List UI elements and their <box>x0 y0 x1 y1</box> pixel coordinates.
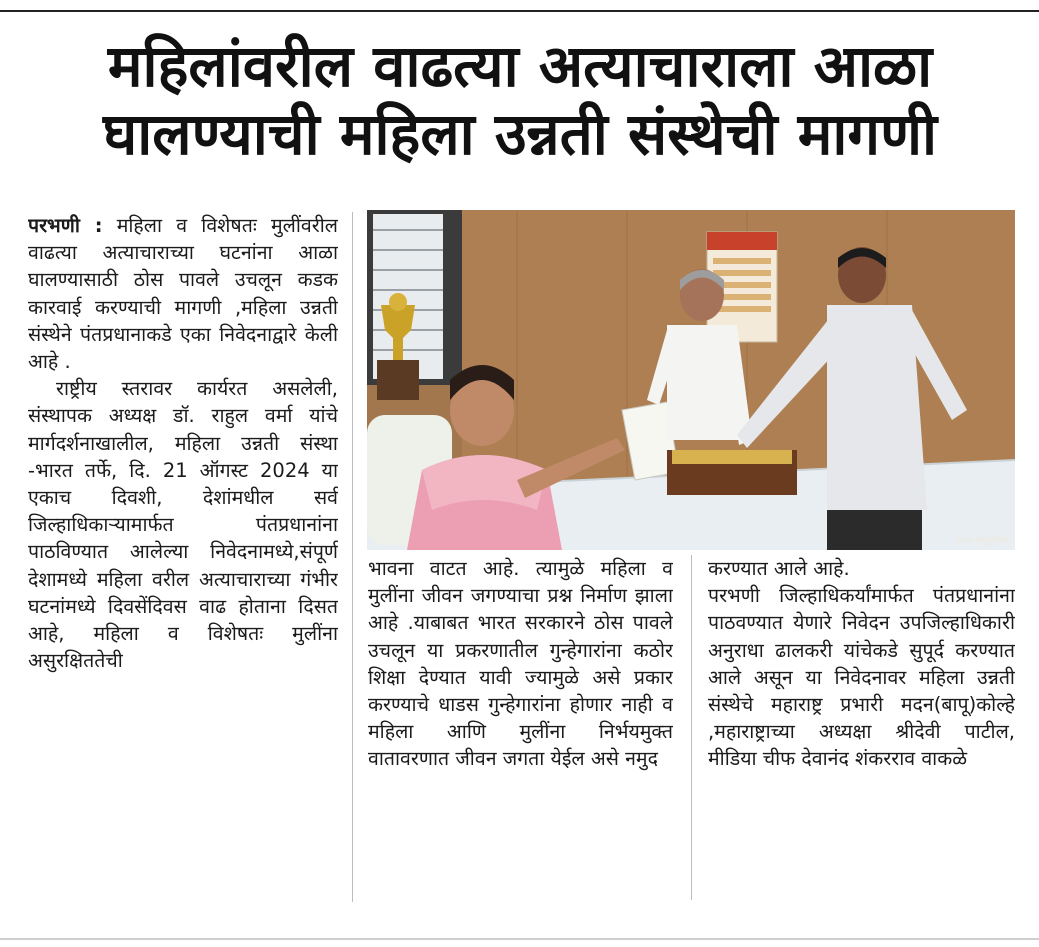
headline <box>20 32 1020 168</box>
article-column-right <box>708 555 1015 900</box>
dateline: परभणी : <box>28 214 103 237</box>
article-column-middle <box>368 555 673 900</box>
headline-line-1: महिलांवरील वाढत्या अत्याचाराला आळा <box>107 32 933 100</box>
article-lead-text: महिला व विशेषतः मुलींवरील वाढत्या अत्याचाराच्या घटनांना आळा घालण्यासाठी ठोस पावले उचलून कडक कारवाई करण्याची मागणी ,महिला उन्नती संस्थेने पंतप्रधानाकडे एका निवेदनाद्वारे केली आहे . <box>28 214 338 374</box>
article-paragraph-2: राष्ट्रीय स्तरावर कार्यरत असलेली, संस्थापक अध्यक्ष डॉ. राहुल वर्मा यांचे मार्गदर्शनाखालील, महिला उन्नती संस्था -भारत तर्फे, दि. 21 ऑगस्ट 2024 या एकाच दिवशी, देशांमधील सर्व जिल्हाधिकाऱ्यामार्फत पंतप्रधानांना पाठविण्यात आलेल्या निवेदनामध्ये,संपूर्ण देशामध्ये महिला वरील अत्याचाराच्या गंभीर घटनांमध्ये दिवसेंदिवस वाढ होताना दिसत आहे, महिला व विशेषतः मुलींना असुरक्षिततेची <box>28 377 338 673</box>
page-bottom-border <box>0 938 1039 940</box>
column-divider <box>352 212 353 902</box>
column-divider <box>691 555 692 900</box>
photo-credit: उत्तम बोरसुरीकर <box>955 536 1009 546</box>
article-column-left <box>28 212 338 912</box>
photo-illustration <box>367 210 1015 550</box>
page-top-border <box>0 0 1039 12</box>
news-photo <box>367 210 1015 550</box>
headline-line-2: घालण्याची महिला उन्नती संस्थेची मागणी <box>102 100 938 168</box>
article-paragraph-3: भावना वाटत आहे. त्यामुळे महिला व मुलींना जीवन जगण्याचा प्रश्न निर्माण झाला आहे .याबाबत भारत सरकारने ठोस पावले उचलून या प्रकरणातील गुन्हेगारांना कठोर शिक्षा देण्यात यावी ज्यामुळे असे प्रकार करण्याचे धाडस गुन्हेगारांना होणार नाही व महिला आणि मुलींना निर्भयमुक्त वातावरणात जीवन जगता येईल असे नमुद <box>368 557 673 771</box>
article-paragraph-1 <box>28 212 338 375</box>
article-paragraph-4: करण्यात आले आहे. <box>708 557 850 580</box>
article-paragraph-5: परभणी जिल्हाधिकर्यांमार्फत पंतप्रधानांना पाठवण्यात येणारे निवेदन उपजिल्हाधिकारी अनुराधा ढालकरी यांचेकडे सुपूर्द करण्यात आले असून या निवेदनावर महिला उन्नती संस्थेचे महाराष्ट्र प्रभारी मदन(बापू)कोल्हे ,महाराष्ट्राच्या अध्यक्षा श्रीदेवी पाटील, मीडिया चीफ देवानंद शंकरराव वाकळे <box>708 584 1015 771</box>
